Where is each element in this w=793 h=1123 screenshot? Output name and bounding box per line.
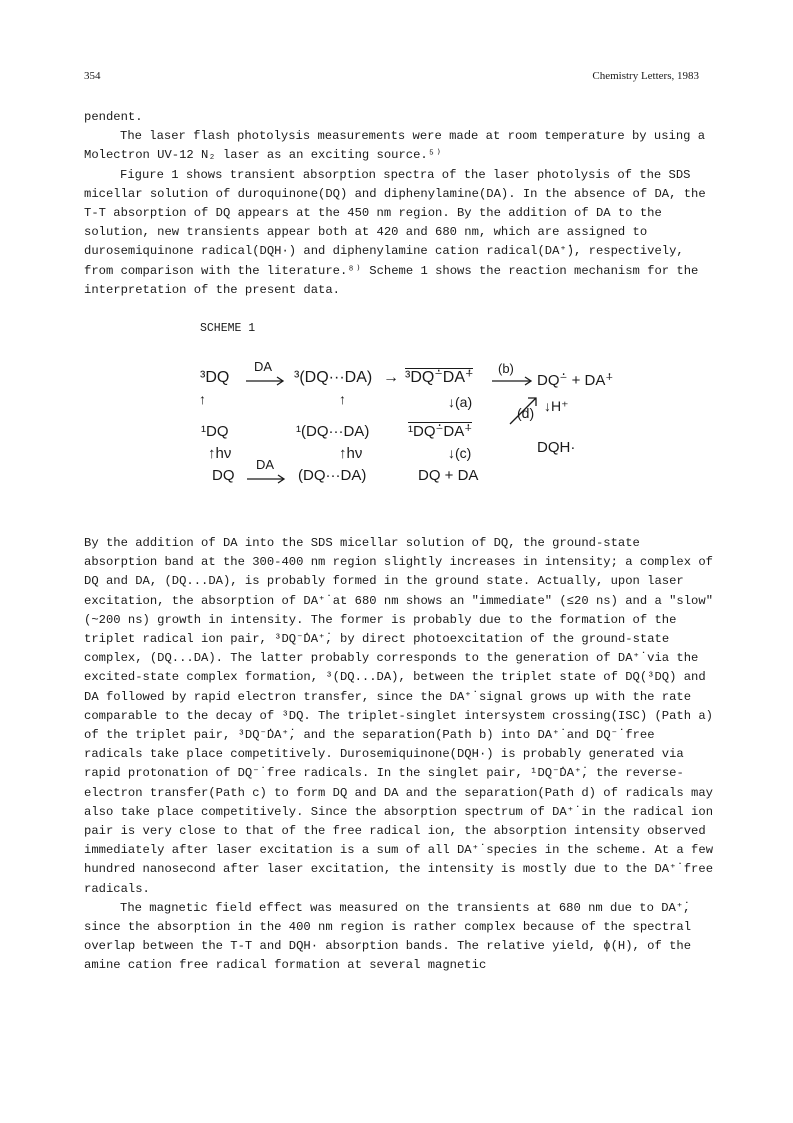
up-arrow-isc-complex: ↑	[339, 391, 346, 407]
singlet-exciplex: ¹(DQ···DA)	[296, 423, 370, 440]
paragraph-mechanism: By the addition of DA into the SDS micellar solution of DQ, the ground-state absorption band at the 300-400 nm region slightly increases in intensity; a complex of DQ and DA, (DQ...DA), is probably formed in the ground state. Actually, upon laser excitation, the absorption of DA⁺̇ at 680 nm shows an "immediate" (≤20 ns) and a "slow" (~200 ns) growth in intensity. The former is probably due to the formation of the triplet radical ion pair, ³DQ⁻̇DA⁺̇, by direct photoexcitation of the ground-state complex, (DQ...DA). The latter probably corresponds to the generation of DA⁺̇ via the excited-state complex formation, ³(DQ...DA), between the triplet state of DQ(³DQ) and DA followed by rapid electron transfer, since the DA⁺̇ signal grows up with the rate comparable to the decay of ³DQ. The triplet-singlet intersystem crossing(ISC) (Path a) of the triplet pair, ³DQ⁻̇DA⁺̇, and the separation(Path b) into DA⁺̇ and DQ⁻̇ free radicals take place competitively. Durosemiquinone(DQH·) is probably generated via rapid protonation of DQ⁻̇ free radicals. In the singlet pair, ¹DQ⁻̇DA⁺̇, the reverse-electron transfer(Path c) to form DQ and DA and the separation(Path d) of radicals may also take place competitively. Since the absorption spectrum of DA⁺̇ in the radical ion pair is very close to that of the free radical ion, the absorption intensity observed immediately after laser excitation is a sum of all DA⁺̇ species in the scheme. At a few hundred nanosecond after laser excitation, the intensity is mostly due to the DA⁺̇ free radicals.	[84, 536, 714, 896]
paragraph-methods: The laser flash photolysis measurements were made at room temperature by using a Molectron UV-12 N₂ laser as an exciting source.⁵⁾	[84, 129, 706, 163]
hv-excitation-dq: ↑hν	[208, 445, 232, 462]
up-arrow-isc-dq: ↑	[199, 391, 206, 407]
durosemiquinone: DQH·	[537, 439, 576, 456]
ground-dq: DQ	[212, 467, 235, 484]
top-text-block	[84, 108, 714, 300]
paragraph-magnetic-field: The magnetic field effect was measured on the transients at 680 nm due to DA⁺̇, since the absorption in the 400 nm region is rather complex because of the spectral overlap between the T-T and DQH· absorption bands. The relative yield, ϕ(H), of the amine cation free radical formation at several magnetic	[84, 900, 692, 973]
arrow-label-da-1: DA	[254, 359, 273, 374]
arrow-label-path-b: (b)	[498, 361, 514, 376]
arrow-right-2: →	[383, 369, 399, 386]
running-header-journal: Chemistry Letters, 1983	[592, 70, 699, 82]
arrow-label-da-2: DA	[256, 457, 275, 472]
triplet-dq: ³DQ	[200, 369, 230, 386]
path-c-label: ↓(c)	[448, 445, 472, 461]
body-text-block	[84, 534, 714, 976]
ground-complex: (DQ···DA)	[298, 467, 367, 484]
triplet-exciplex: ³(DQ···DA)	[294, 369, 373, 386]
path-d-label: (d)	[517, 405, 535, 421]
free-radicals: DQ⁻̇ + DA⁺̇	[537, 372, 614, 389]
triplet-radical-ion-pair: ³DQ⁻̇DA⁺̇	[405, 369, 474, 386]
hv-excitation-complex: ↑hν	[339, 445, 363, 462]
path-a-label: ↓(a)	[448, 394, 473, 410]
page-number: 354	[84, 70, 101, 82]
singlet-dq: ¹DQ	[201, 423, 229, 440]
back-electron-transfer-products: DQ + DA	[418, 467, 479, 484]
paragraph-continuation: pendent.	[84, 110, 143, 124]
singlet-radical-ion-pair: ¹DQ⁻̇DA⁺̇	[408, 423, 473, 440]
paragraph-results: Figure 1 shows transient absorption spectra of the laser photolysis of the SDS micellar solution of duroquinone(DQ) and diphenylamine(DA). In the absence of DA, the T-T absorption of DQ appears at the 450 nm region. By the addition of DA to the solution, new transients appear both at 420 and 680 nm, which are assigned to durosemiquinone radical(DQH·) and diphenylamine cation radical(DA⁺̇), respectively, from comparison with the literature.⁸⁾ Scheme 1 shows the reaction mechanism for the interpretation of the present data.	[84, 167, 706, 297]
arrow-right-1	[246, 376, 288, 386]
arrow-right-3	[492, 376, 536, 386]
scheme-label: SCHEME 1	[200, 322, 256, 335]
arrow-right-4	[247, 474, 289, 484]
protonation-arrow: ↓H⁺	[544, 398, 569, 414]
